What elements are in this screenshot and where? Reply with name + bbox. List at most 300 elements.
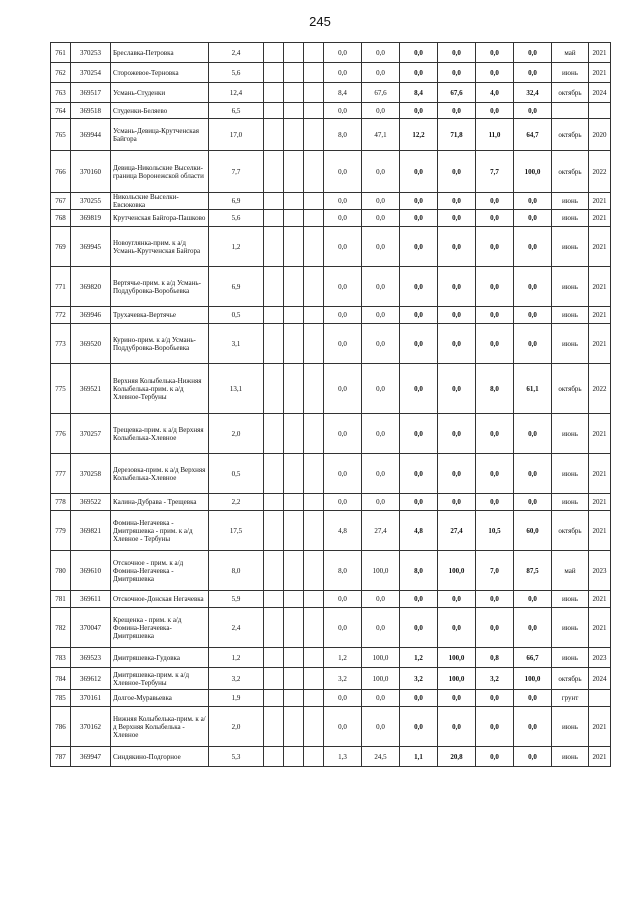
row-number: 782 xyxy=(51,608,71,648)
value-c: 0,0 xyxy=(400,103,438,119)
year: 2021 xyxy=(589,511,611,551)
value-d: 0,0 xyxy=(438,267,476,307)
col-empty-6 xyxy=(284,690,304,707)
road-length: 5,6 xyxy=(209,63,264,83)
table-row xyxy=(51,454,611,494)
value-b: 0,0 xyxy=(362,414,400,454)
value-c: 0,0 xyxy=(400,454,438,494)
road-length: 8,0 xyxy=(209,551,264,591)
road-length: 5,3 xyxy=(209,747,264,767)
month: июнь xyxy=(552,324,589,364)
month: май xyxy=(552,43,589,63)
col-empty-6 xyxy=(284,119,304,151)
col-empty-5 xyxy=(264,119,284,151)
value-e: 0,0 xyxy=(476,63,514,83)
value-a: 0,0 xyxy=(324,43,362,63)
road-name: Отскочное-Донская Негачевка xyxy=(111,591,209,608)
value-d: 0,0 xyxy=(438,63,476,83)
road-code: 369819 xyxy=(71,210,111,227)
col-empty-7 xyxy=(304,119,324,151)
value-b: 0,0 xyxy=(362,43,400,63)
value-b: 0,0 xyxy=(362,690,400,707)
row-number: 785 xyxy=(51,690,71,707)
row-number: 767 xyxy=(51,193,71,210)
road-code: 369517 xyxy=(71,83,111,103)
year: 2021 xyxy=(589,63,611,83)
value-e: 0,0 xyxy=(476,608,514,648)
value-f: 64,7 xyxy=(514,119,552,151)
value-c: 0,0 xyxy=(400,210,438,227)
value-c: 4,8 xyxy=(400,511,438,551)
value-c: 1,1 xyxy=(400,747,438,767)
value-d: 0,0 xyxy=(438,307,476,324)
value-a: 8,0 xyxy=(324,119,362,151)
value-a: 8,0 xyxy=(324,551,362,591)
row-number: 783 xyxy=(51,648,71,668)
col-empty-7 xyxy=(304,494,324,511)
col-empty-5 xyxy=(264,267,284,307)
value-c: 0,0 xyxy=(400,193,438,210)
row-number: 762 xyxy=(51,63,71,83)
value-f: 0,0 xyxy=(514,267,552,307)
value-f: 0,0 xyxy=(514,63,552,83)
value-b: 0,0 xyxy=(362,324,400,364)
table-row xyxy=(51,151,611,193)
value-a: 0,0 xyxy=(324,151,362,193)
row-number: 775 xyxy=(51,364,71,414)
value-f: 66,7 xyxy=(514,648,552,668)
col-empty-5 xyxy=(264,324,284,364)
road-name: Новоуглянка-прим. к а/д Усмань-Крутченская Байгора xyxy=(111,227,209,267)
value-c: 0,0 xyxy=(400,707,438,747)
row-number: 786 xyxy=(51,707,71,747)
year: 2021 xyxy=(589,707,611,747)
value-a: 1,2 xyxy=(324,648,362,668)
col-empty-6 xyxy=(284,324,304,364)
month: июнь xyxy=(552,227,589,267)
page-number: 245 xyxy=(309,14,331,29)
road-name: Никольские Выселки-Евсюковка xyxy=(111,193,209,210)
table-row xyxy=(51,210,611,227)
value-f: 0,0 xyxy=(514,210,552,227)
value-b: 0,0 xyxy=(362,707,400,747)
col-empty-7 xyxy=(304,193,324,210)
row-number: 763 xyxy=(51,83,71,103)
value-e: 0,0 xyxy=(476,454,514,494)
month: октябрь xyxy=(552,668,589,690)
road-length: 2,0 xyxy=(209,414,264,454)
road-code: 369522 xyxy=(71,494,111,511)
value-d: 0,0 xyxy=(438,210,476,227)
col-empty-7 xyxy=(304,210,324,227)
col-empty-7 xyxy=(304,103,324,119)
value-c: 0,0 xyxy=(400,307,438,324)
value-f: 0,0 xyxy=(514,227,552,267)
road-code: 369523 xyxy=(71,648,111,668)
value-a: 0,0 xyxy=(324,193,362,210)
col-empty-7 xyxy=(304,454,324,494)
road-code: 369944 xyxy=(71,119,111,151)
value-a: 0,0 xyxy=(324,707,362,747)
col-empty-7 xyxy=(304,648,324,668)
row-number: 761 xyxy=(51,43,71,63)
table-row xyxy=(51,690,611,707)
col-empty-7 xyxy=(304,551,324,591)
value-a: 0,0 xyxy=(324,227,362,267)
value-f: 0,0 xyxy=(514,591,552,608)
row-number: 773 xyxy=(51,324,71,364)
table-row xyxy=(51,707,611,747)
col-empty-6 xyxy=(284,83,304,103)
value-d: 67,6 xyxy=(438,83,476,103)
col-empty-5 xyxy=(264,63,284,83)
road-name: Девица-Никольские Выселки-граница Воронежской области xyxy=(111,151,209,193)
value-b: 67,6 xyxy=(362,83,400,103)
year: 2021 xyxy=(589,591,611,608)
road-code: 370162 xyxy=(71,707,111,747)
value-c: 8,0 xyxy=(400,551,438,591)
year xyxy=(589,103,611,119)
col-empty-6 xyxy=(284,591,304,608)
col-empty-6 xyxy=(284,364,304,414)
value-c: 0,0 xyxy=(400,591,438,608)
col-empty-5 xyxy=(264,210,284,227)
month xyxy=(552,103,589,119)
value-d: 100,0 xyxy=(438,648,476,668)
row-number: 768 xyxy=(51,210,71,227)
col-empty-6 xyxy=(284,267,304,307)
road-length: 5,9 xyxy=(209,591,264,608)
value-a: 0,0 xyxy=(324,103,362,119)
row-number: 772 xyxy=(51,307,71,324)
col-empty-6 xyxy=(284,307,304,324)
value-c: 0,0 xyxy=(400,414,438,454)
road-code: 369520 xyxy=(71,324,111,364)
value-b: 0,0 xyxy=(362,591,400,608)
col-empty-5 xyxy=(264,454,284,494)
value-c: 1,2 xyxy=(400,648,438,668)
month: май xyxy=(552,551,589,591)
col-empty-5 xyxy=(264,668,284,690)
col-empty-7 xyxy=(304,608,324,648)
row-number: 787 xyxy=(51,747,71,767)
col-empty-6 xyxy=(284,63,304,83)
road-name: Вертячье-прим. к а/д Усмань-Поддубровка-Воробьевка xyxy=(111,267,209,307)
table-row xyxy=(51,119,611,151)
road-name: Курино-прим. к а/д Усмань-Поддубровка-Воробьевка xyxy=(111,324,209,364)
value-d: 0,0 xyxy=(438,690,476,707)
row-number: 765 xyxy=(51,119,71,151)
value-b: 24,5 xyxy=(362,747,400,767)
road-name: Трухачевка-Вертячье xyxy=(111,307,209,324)
col-empty-5 xyxy=(264,193,284,210)
road-name: Дерезовка-прим. к а/д Верхняя Колыбелька-Хлевное xyxy=(111,454,209,494)
road-name: Крутченская Байгора-Пашково xyxy=(111,210,209,227)
value-d: 0,0 xyxy=(438,103,476,119)
value-b: 0,0 xyxy=(362,608,400,648)
road-code: 369610 xyxy=(71,551,111,591)
value-f: 60,0 xyxy=(514,511,552,551)
value-b: 100,0 xyxy=(362,648,400,668)
year: 2021 xyxy=(589,747,611,767)
col-empty-7 xyxy=(304,307,324,324)
value-a: 0,0 xyxy=(324,324,362,364)
year: 2021 xyxy=(589,324,611,364)
value-e: 0,0 xyxy=(476,324,514,364)
road-code: 369521 xyxy=(71,364,111,414)
table-row xyxy=(51,591,611,608)
road-length: 2,2 xyxy=(209,494,264,511)
table-row xyxy=(51,608,611,648)
month: июнь xyxy=(552,494,589,511)
road-name: Крещенка - прим. к а/д Фомина-Негачевка-Дмитряшевка xyxy=(111,608,209,648)
row-number: 777 xyxy=(51,454,71,494)
col-empty-6 xyxy=(284,151,304,193)
value-b: 0,0 xyxy=(362,307,400,324)
month: октябрь xyxy=(552,83,589,103)
row-number: 779 xyxy=(51,511,71,551)
value-a: 0,0 xyxy=(324,210,362,227)
col-empty-7 xyxy=(304,414,324,454)
value-e: 0,0 xyxy=(476,103,514,119)
value-e: 7,0 xyxy=(476,551,514,591)
value-c: 3,2 xyxy=(400,668,438,690)
road-name: Фомина-Негачевка - Дмитряшевка - прим. к а/д Хлевное - Тербуны xyxy=(111,511,209,551)
road-length: 6,9 xyxy=(209,193,264,210)
value-f: 0,0 xyxy=(514,494,552,511)
col-empty-6 xyxy=(284,210,304,227)
road-name: Отскочное - прим. к а/д Фомина-Негачевка - Дмитряшевка xyxy=(111,551,209,591)
year: 2021 xyxy=(589,454,611,494)
value-a: 4,8 xyxy=(324,511,362,551)
value-e: 4,0 xyxy=(476,83,514,103)
value-d: 0,0 xyxy=(438,608,476,648)
road-name: Усмань-Студенки xyxy=(111,83,209,103)
table-row xyxy=(51,648,611,668)
road-code: 369820 xyxy=(71,267,111,307)
road-code: 370254 xyxy=(71,63,111,83)
col-empty-6 xyxy=(284,193,304,210)
row-number: 781 xyxy=(51,591,71,608)
value-c: 0,0 xyxy=(400,608,438,648)
value-a: 0,0 xyxy=(324,494,362,511)
value-b: 0,0 xyxy=(362,210,400,227)
value-e: 0,0 xyxy=(476,591,514,608)
value-e: 10,5 xyxy=(476,511,514,551)
month: июнь xyxy=(552,210,589,227)
value-b: 0,0 xyxy=(362,63,400,83)
value-a: 0,0 xyxy=(324,591,362,608)
road-name: Верхняя Колыбелька-Нижняя Колыбелька-прим. к а/д Хлевное-Тербуны xyxy=(111,364,209,414)
month: июнь xyxy=(552,707,589,747)
col-empty-5 xyxy=(264,364,284,414)
col-empty-5 xyxy=(264,151,284,193)
value-b: 100,0 xyxy=(362,551,400,591)
table-row xyxy=(51,103,611,119)
month: июнь xyxy=(552,648,589,668)
value-e: 7,7 xyxy=(476,151,514,193)
value-f: 0,0 xyxy=(514,454,552,494)
year xyxy=(589,690,611,707)
road-name: Нижняя Колыбелька-прим. к а/д Верхняя Колыбелька - Хлевное xyxy=(111,707,209,747)
road-name: Долгое-Муравьевка xyxy=(111,690,209,707)
col-empty-5 xyxy=(264,591,284,608)
value-d: 0,0 xyxy=(438,227,476,267)
value-b: 0,0 xyxy=(362,267,400,307)
value-c: 12,2 xyxy=(400,119,438,151)
table-row xyxy=(51,227,611,267)
road-length: 12,4 xyxy=(209,83,264,103)
value-d: 0,0 xyxy=(438,591,476,608)
col-empty-6 xyxy=(284,43,304,63)
value-e: 0,0 xyxy=(476,747,514,767)
value-f: 0,0 xyxy=(514,414,552,454)
value-e: 0,0 xyxy=(476,210,514,227)
value-a: 8,4 xyxy=(324,83,362,103)
road-name: Калина-Дубрава - Трещевка xyxy=(111,494,209,511)
col-empty-6 xyxy=(284,103,304,119)
value-e: 0,0 xyxy=(476,43,514,63)
value-f: 0,0 xyxy=(514,690,552,707)
table-row xyxy=(51,414,611,454)
road-name: Усмань-Девица-Крутченская Байгора xyxy=(111,119,209,151)
year: 2021 xyxy=(589,267,611,307)
road-length: 17,5 xyxy=(209,511,264,551)
road-code: 370257 xyxy=(71,414,111,454)
road-code: 369518 xyxy=(71,103,111,119)
value-a: 0,0 xyxy=(324,307,362,324)
row-number: 764 xyxy=(51,103,71,119)
year: 2024 xyxy=(589,668,611,690)
month: июнь xyxy=(552,414,589,454)
value-f: 0,0 xyxy=(514,307,552,324)
value-b: 0,0 xyxy=(362,151,400,193)
year: 2023 xyxy=(589,551,611,591)
value-d: 0,0 xyxy=(438,494,476,511)
road-name: Студенки-Беляево xyxy=(111,103,209,119)
value-c: 8,4 xyxy=(400,83,438,103)
value-c: 0,0 xyxy=(400,364,438,414)
value-a: 1,3 xyxy=(324,747,362,767)
month: июнь xyxy=(552,193,589,210)
value-b: 0,0 xyxy=(362,454,400,494)
col-empty-7 xyxy=(304,83,324,103)
value-a: 0,0 xyxy=(324,454,362,494)
value-d: 20,8 xyxy=(438,747,476,767)
road-code: 370160 xyxy=(71,151,111,193)
col-empty-6 xyxy=(284,747,304,767)
road-length: 0,5 xyxy=(209,307,264,324)
month: октябрь xyxy=(552,151,589,193)
value-b: 0,0 xyxy=(362,227,400,267)
row-number: 766 xyxy=(51,151,71,193)
col-empty-6 xyxy=(284,551,304,591)
road-length: 1,2 xyxy=(209,648,264,668)
year: 2021 xyxy=(589,227,611,267)
value-f: 0,0 xyxy=(514,324,552,364)
value-e: 3,2 xyxy=(476,668,514,690)
col-empty-5 xyxy=(264,690,284,707)
value-f: 0,0 xyxy=(514,747,552,767)
value-a: 0,0 xyxy=(324,364,362,414)
road-code: 369612 xyxy=(71,668,111,690)
road-length: 2,4 xyxy=(209,608,264,648)
table-row xyxy=(51,668,611,690)
value-f: 32,4 xyxy=(514,83,552,103)
month: июнь xyxy=(552,267,589,307)
col-empty-6 xyxy=(284,608,304,648)
value-c: 0,0 xyxy=(400,324,438,364)
value-d: 27,4 xyxy=(438,511,476,551)
value-c: 0,0 xyxy=(400,227,438,267)
col-empty-5 xyxy=(264,608,284,648)
col-empty-6 xyxy=(284,494,304,511)
value-c: 0,0 xyxy=(400,494,438,511)
table-row xyxy=(51,267,611,307)
col-empty-7 xyxy=(304,227,324,267)
value-e: 0,0 xyxy=(476,494,514,511)
value-a: 0,0 xyxy=(324,63,362,83)
col-empty-7 xyxy=(304,364,324,414)
value-b: 0,0 xyxy=(362,364,400,414)
col-empty-6 xyxy=(284,668,304,690)
year: 2020 xyxy=(589,119,611,151)
value-f: 0,0 xyxy=(514,608,552,648)
road-length: 2,4 xyxy=(209,43,264,63)
road-length: 6,9 xyxy=(209,267,264,307)
value-d: 0,0 xyxy=(438,193,476,210)
road-length: 3,1 xyxy=(209,324,264,364)
value-f: 61,1 xyxy=(514,364,552,414)
value-b: 27,4 xyxy=(362,511,400,551)
col-empty-5 xyxy=(264,707,284,747)
value-a: 3,2 xyxy=(324,668,362,690)
year: 2021 xyxy=(589,210,611,227)
row-number: 784 xyxy=(51,668,71,690)
table-row xyxy=(51,63,611,83)
table-row xyxy=(51,324,611,364)
year: 2021 xyxy=(589,193,611,210)
year: 2022 xyxy=(589,151,611,193)
month: грунт xyxy=(552,690,589,707)
road-length: 2,0 xyxy=(209,707,264,747)
road-length: 3,2 xyxy=(209,668,264,690)
value-b: 0,0 xyxy=(362,103,400,119)
year: 2021 xyxy=(589,43,611,63)
road-length: 0,5 xyxy=(209,454,264,494)
road-code: 370258 xyxy=(71,454,111,494)
value-f: 87,5 xyxy=(514,551,552,591)
road-code: 370253 xyxy=(71,43,111,63)
value-d: 0,0 xyxy=(438,454,476,494)
value-e: 0,0 xyxy=(476,307,514,324)
col-empty-7 xyxy=(304,151,324,193)
month: июнь xyxy=(552,307,589,324)
road-code: 369821 xyxy=(71,511,111,551)
value-d: 0,0 xyxy=(438,324,476,364)
road-name: Бреславка-Петровка xyxy=(111,43,209,63)
year: 2021 xyxy=(589,307,611,324)
value-c: 0,0 xyxy=(400,63,438,83)
road-name: Трещевка-прим. к а/д Верхняя Колыбелька-Хлевное xyxy=(111,414,209,454)
col-empty-7 xyxy=(304,707,324,747)
table-row xyxy=(51,551,611,591)
value-c: 0,0 xyxy=(400,690,438,707)
col-empty-6 xyxy=(284,707,304,747)
road-length: 1,9 xyxy=(209,690,264,707)
month: июнь xyxy=(552,454,589,494)
month: июнь xyxy=(552,63,589,83)
